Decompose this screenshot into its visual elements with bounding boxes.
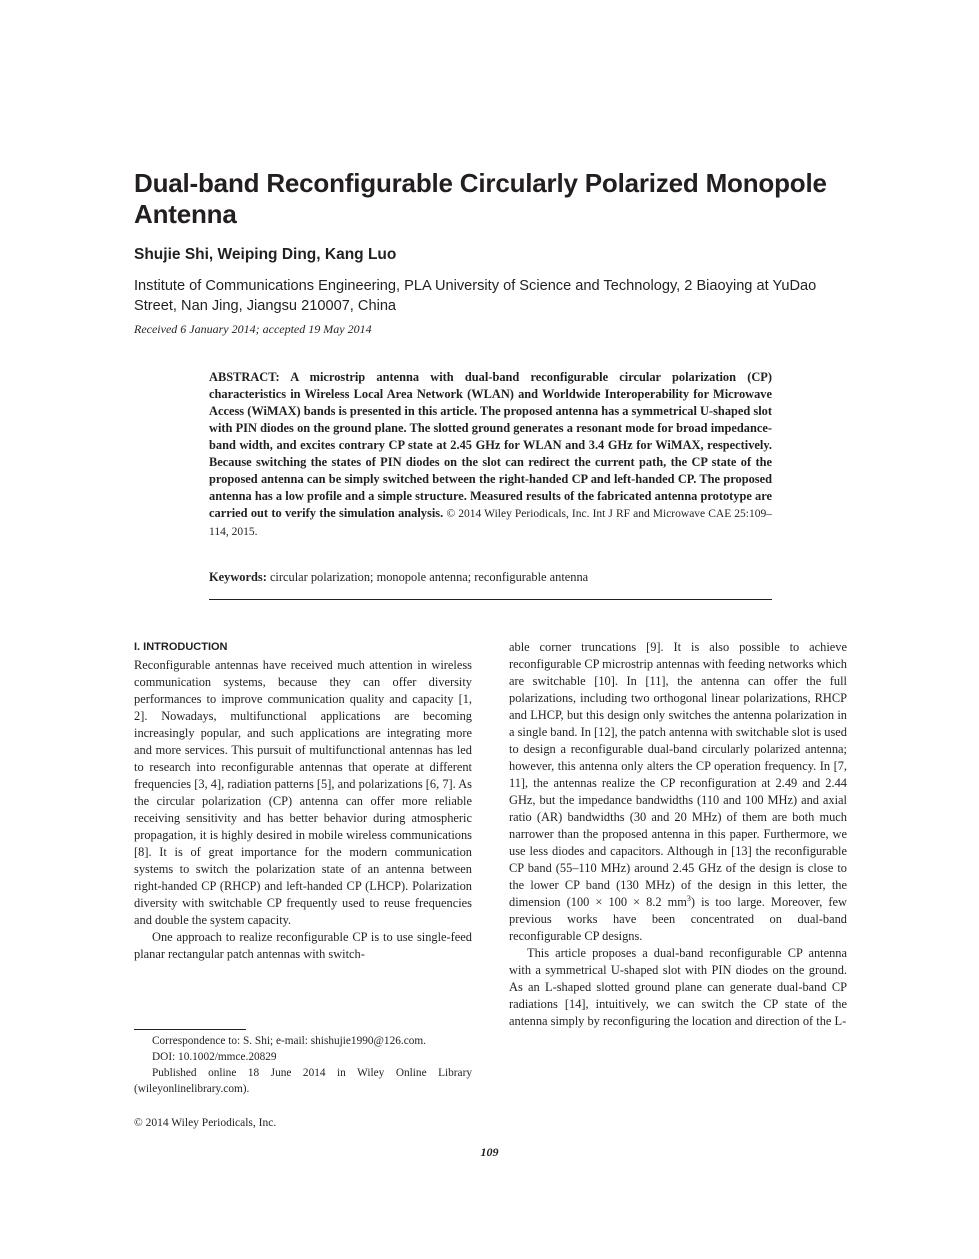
published-note: Published online 18 June 2014 in Wiley Online Library (wileyonlinelibrary.com). xyxy=(134,1067,472,1095)
abstract-divider xyxy=(209,599,772,600)
footnote-divider xyxy=(134,1029,246,1030)
keywords-label: Keywords: xyxy=(209,570,267,584)
copyright: © 2014 Wiley Periodicals, Inc. xyxy=(134,1117,277,1129)
abstract-text: ABSTRACT: A microstrip antenna with dual-band reconfigurable circular polarization (CP) characteristics in Wireless Local Area Network (WLAN) and Worldwide Interoperability for Microwave Access (WiMAX) bands is presented in this article. The proposed antenna has a symmetrical U-shaped slot with PIN diodes on the ground plane. The slotted ground generates a resonant mode for broad impedance-band width, and excites contrary CP state at 2.45 GHz for WLAN and 3.4 GHz for WiMAX, respectively. Because switching the states of PIN diodes on the slot can redirect the current path, the CP state of the proposed antenna can be simply switched between the right-handed CP and left-handed CP. The proposed antenna has a low profile and a simple structure. Measured results of the fabricated antenna prototype are carried out to verify the simulation analysis. xyxy=(209,370,772,520)
keywords xyxy=(209,570,772,585)
authors: Shujie Shi, Weiping Ding, Kang Luo xyxy=(134,246,397,263)
page-number: 109 xyxy=(480,1145,499,1159)
paragraph-text: ) is too large. Moreover, few previous works have been concentrated on dual-band reconfigurable CP designs. xyxy=(509,895,847,943)
paragraph xyxy=(509,639,847,945)
paragraph: One approach to realize reconfigurable CP is to use single-feed planar rectangular patch antennas with switch- xyxy=(134,930,472,961)
superscript: 3 xyxy=(686,893,691,903)
paragraph-text: able corner truncations [9]. It is also possible to achieve reconfigurable CP microstrip antennas with feeding networks which are switchable [10]. In [11], the antenna can offer the full polarizations, including two orthogonal linear polarizations, RHCP and LHCP, but this design only switches the antenna polarization in a single band. In [12], the patch antenna with switchable slot is used to design a reconfigurable dual-band circularly polarized antenna; however, this antenna only alters the CP operation frequency. In [7, 11], the antennas realize the CP reconfiguration at 2.49 and 2.44 GHz, but the impedance bandwidths (110 and 100 MHz) and axial ratio (AR) bandwidths (30 and 20 MHz) of them are both much narrower than the proposed antenna in this paper. Furthermore, we use less diodes and capacitors. Although in [13] the reconfigurable CP band (55–110 MHz) around 2.45 GHz of the design is close to the lower CP band (130 MHz) of the design in this letter, the dimension (100 × 100 × 8.2 mm xyxy=(509,640,847,909)
correspondence-note: Correspondence to: S. Shi; e-mail: shishujie1990@126.com. xyxy=(152,1035,426,1047)
keywords-list: circular polarization; monopole antenna; reconfigurable antenna xyxy=(269,570,589,584)
article-title: Dual-band Reconfigurable Circularly Polarized Monopole Antenna xyxy=(134,168,827,229)
right-column xyxy=(509,639,847,1030)
abstract xyxy=(209,369,772,541)
abstract-citation: © 2014 Wiley Periodicals, Inc. Int J RF and Microwave CAE 25:109–114, 2015. xyxy=(209,508,772,538)
doi-note: DOI: 10.1002/mmce.20829 xyxy=(152,1051,277,1063)
affiliation: Institute of Communications Engineering, PLA University of Science and Technology, 2 Biaoying at YuDao Street, Nan Jing, Jiangsu 210007, China xyxy=(134,278,817,314)
paragraph: This article proposes a dual-band reconfigurable CP antenna with a symmetrical U-shaped slot with PIN diodes on the ground. As an L-shaped slotted ground plane can generate dual-band CP radiations [14], intuitively, we can switch the CP state of the antenna simply by reconfiguring the location and direction of the L- xyxy=(509,946,847,1028)
footnotes xyxy=(134,1033,472,1097)
section-heading: I. INTRODUCTION xyxy=(134,641,228,653)
received-date: Received 6 January 2014; accepted 19 May 2014 xyxy=(134,322,372,336)
paragraph: Reconfigurable antennas have received much attention in wireless communication systems, because they can offer diversity performances to improve communication quality and capacity [1, 2]. Nowadays, multifunctional applications are becoming increasingly popular, and such applications are integrating more and more services. This pursuit of multifunctional antennas has led to research into reconfigurable antennas that operate at different frequencies [3, 4], radiation patterns [5], and polarizations [6, 7]. As the circular polarization (CP) antenna can offer more reliable receiving sensitivity and has better behavior during atmospheric propagation, it is highly desired in mobile wireless communications [8]. It is of great importance for the modern communication systems to switch the polarization state of an antenna between right-handed CP (RHCP) and left-handed CP (LHCP). Polarization diversity with switchable CP frequently used to reuse frequencies and double the system capacity. xyxy=(134,658,472,927)
left-column xyxy=(134,639,472,963)
